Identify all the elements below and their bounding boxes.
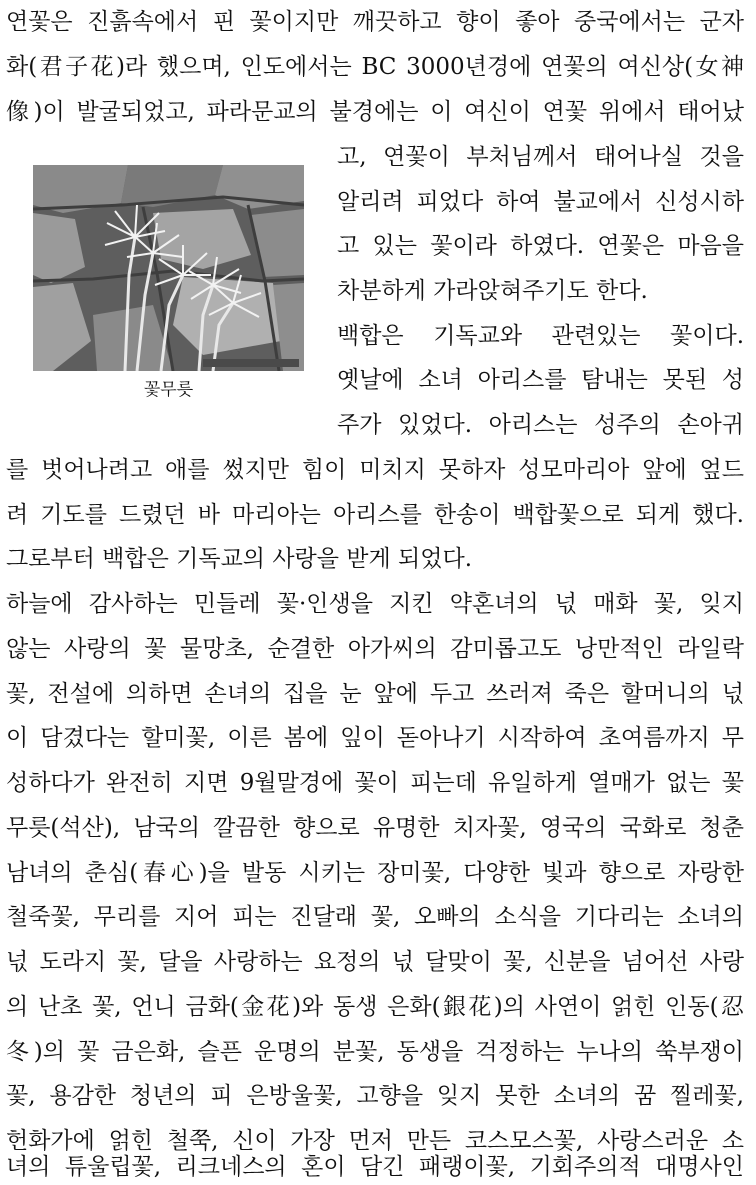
text-line: 넋 도라지 꽃, 달을 사랑하는 요정의 넋 달맞이 꽃, 신분을 넘어선 사랑: [6, 949, 744, 975]
figure-caption: 꽃무릇: [143, 380, 194, 400]
text-line: 의 난초 꽃, 언니 금화(金花)와 동생 은화(銀花)의 사연이 얽힌 인동(忍: [6, 994, 744, 1020]
text-line: 연꽃은 진흙속에서 핀 꽃이지만 깨끗하고 향이 좋아 중국에서는 군자: [6, 9, 744, 35]
text-line: 남녀의 춘심(春心)을 발동 시키는 장미꽃, 다양한 빛과 향으로 자랑한: [6, 860, 744, 886]
text-line: 冬)의 꽃 금은화, 슬픈 운명의 분꽃, 동생을 걱정하는 누나의 쑥부쟁이: [6, 1039, 744, 1065]
text-line: 헌화가에 얽힌 철쭉, 신이 가장 먼저 만든 코스모스꽃, 사랑스러운 소: [6, 1128, 744, 1154]
text-line: 고 있는 꽃이라 하였다. 연꽃은 마음을: [337, 233, 744, 259]
text-line: 려 기도를 드렸던 바 마리아는 아리스를 한송이 백합꽃으로 되게 했다.: [6, 502, 744, 528]
text-line: 고, 연꽃이 부처님께서 태어나실 것을: [337, 144, 744, 170]
text-line: 철죽꽃, 무리를 지어 피는 진달래 꽃, 오빠의 소식을 기다리는 소녀의: [6, 904, 744, 930]
text-line: 녀의 튜울립꽃, 리크네스의 혼이 담긴 패랭이꽃, 기회주의적 대명사인: [6, 1154, 744, 1180]
text-line: 알리려 피었다 하여 불교에서 신성시하: [337, 189, 744, 215]
flower-photo: [33, 165, 304, 371]
text-line: 像)이 발굴되었고, 파라문교의 불경에는 이 여신이 연꽃 위에서 태어났: [6, 99, 744, 125]
text-line: 꽃, 전설에 의하면 손녀의 집을 눈 앞에 두고 쓰러져 죽은 할머니의 넋: [6, 681, 744, 707]
text-line: 않는 사랑의 꽃 물망초, 순결한 아가씨의 감미롭고도 낭만적인 라일락: [6, 636, 744, 662]
text-line: 성하다가 완전히 지면 9월말경에 꽃이 피는데 유일하게 열매가 없는 꽃: [6, 770, 744, 796]
text-line: 화(君子花)라 했으며, 인도에서는 BC 3000년경에 연꽃의 여신상(女神: [6, 54, 744, 80]
text-line: 옛날에 소녀 아리스를 탐내는 못된 성: [337, 367, 744, 393]
text-line: 주가 있었다. 아리스는 성주의 손아귀: [337, 412, 744, 438]
text-line: 그로부터 백합은 기독교의 사랑을 받게 되었다.: [6, 546, 473, 572]
text-line: 백합은 기독교와 관련있는 꽃이다.: [337, 323, 744, 349]
text-line: 이 담겼다는 할미꽃, 이른 봄에 잎이 돋아나기 시작하여 초여름까지 무: [6, 725, 744, 751]
text-line: 꽃, 용감한 청년의 피 은방울꽃, 고향을 잊지 못한 소녀의 꿈 찔레꽃,: [6, 1083, 744, 1109]
text-line: 하늘에 감사하는 민들레 꽃·인생을 지킨 약혼녀의 넋 매화 꽃, 잊지: [6, 591, 744, 617]
text-line: 무릇(석산), 남국의 깔끔한 향으로 유명한 치자꽃, 영국의 국화로 청춘: [6, 815, 744, 841]
text-line: 차분하게 가라앉혀주기도 한다.: [337, 278, 648, 304]
text-line: 를 벗어나려고 애를 썼지만 힘이 미치지 못하자 성모마리아 앞에 엎드: [6, 457, 744, 483]
